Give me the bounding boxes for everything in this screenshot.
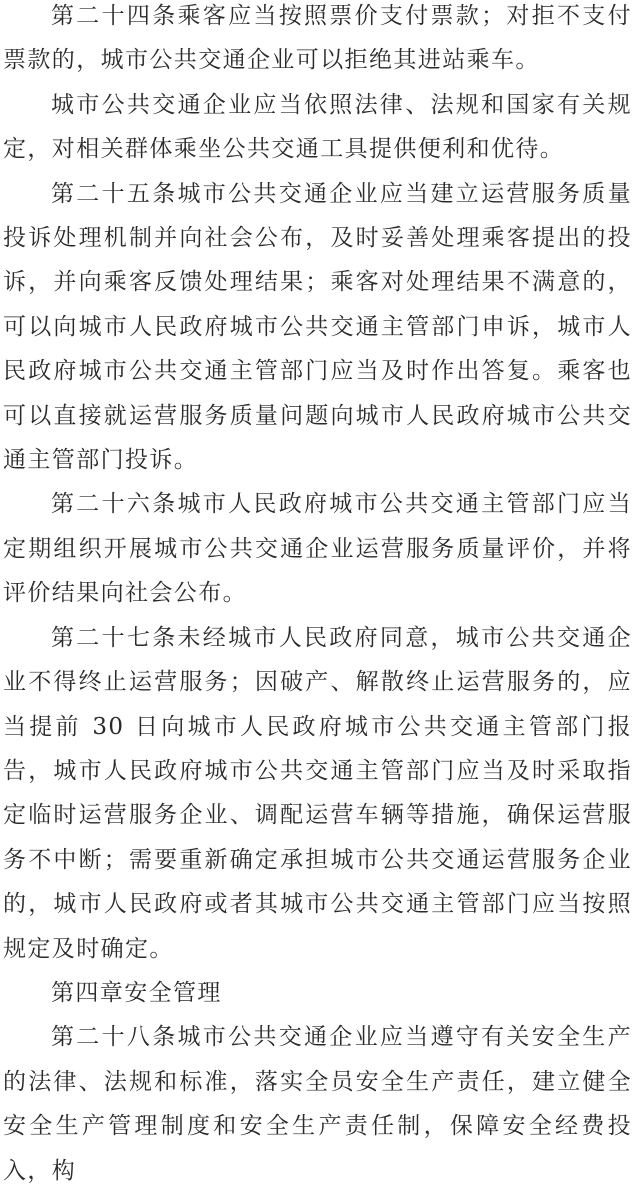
preferential-treatment-paragraph: 城市公共交通企业应当依照法律、法规和国家有关规定，对相关群体乘坐公共交通工具提供便利和优待。 xyxy=(3,91,632,163)
article-27-paragraph: 第二十七条未经城市人民政府同意，城市公共交通企业不得终止运营服务；因破产、解散终止运营服务的，应当提前 30 日向城市人民政府城市公共交通主管部门报告，城市人民政府城市公共交通主管部门应当及时采取指定临时运营服务企业、调配运营车辆等措施，确保运营服务不中断；需要重新确定承担城市公共交通运营服务企业的，城市人民政府或者其城市公共交通主管部门应当按照规定及时确定。 xyxy=(3,624,632,962)
article-24-paragraph: 第二十四条乘客应当按照票价支付票款；对拒不支付票款的，城市公共交通企业可以拒绝其进站乘车。 xyxy=(3,3,632,74)
article-26-paragraph: 第二十六条城市人民政府城市公共交通主管部门应当定期组织开展城市公共交通企业运营服务质量评价，并将评价结果向社会公布。 xyxy=(3,491,632,607)
article-25-paragraph: 第二十五条城市公共交通企业应当建立运营服务质量投诉处理机制并向社会公布，及时妥善处理乘客提出的投诉，并向乘客反馈处理结果；乘客对处理结果不满意的，可以向城市人民政府城市公共交通主管部门申诉，城市人民政府城市公共交通主管部门应当及时作出答复。乘客也可以直接就运营服务质量问题向城市人民政府城市公共交通主管部门投诉。 xyxy=(3,180,632,474)
chapter-4-heading: 第四章安全管理 xyxy=(51,979,222,1006)
article-28-paragraph: 第二十八条城市公共交通企业应当遵守有关安全生产的法律、法规和标准，落实全员安全生产责任，建立健全安全生产管理制度和安全生产责任制，保障安全经费投入，构 xyxy=(3,1024,632,1184)
